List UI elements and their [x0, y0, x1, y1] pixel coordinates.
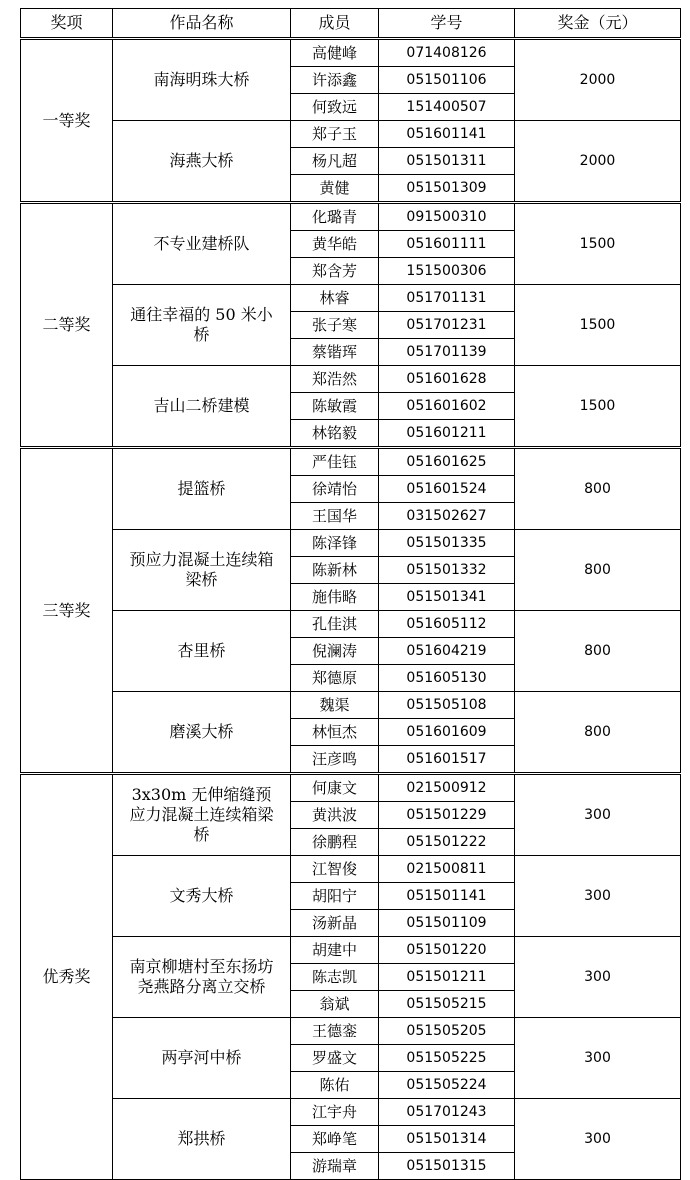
student-id-cell: 031502627: [379, 503, 515, 530]
prize-amount-cell: 2000: [515, 121, 681, 203]
student-id-cell: 051605130: [379, 665, 515, 692]
project-title-cell: 通往幸福的 50 米小桥: [113, 285, 291, 366]
prize-amount-cell: 800: [515, 448, 681, 530]
student-id-cell: 051601111: [379, 231, 515, 258]
project-title-cell: 海燕大桥: [113, 121, 291, 203]
student-id-cell: 051501341: [379, 584, 515, 611]
student-id-cell: 051501229: [379, 802, 515, 829]
table-header: [21, 9, 681, 39]
student-id-cell: 051501220: [379, 937, 515, 964]
award-level-cell: 优秀奖: [21, 774, 113, 1180]
table-row: [21, 39, 681, 67]
member-name-cell: 王国华: [291, 503, 379, 530]
student-id-cell: 051501332: [379, 557, 515, 584]
member-name-cell: 许添鑫: [291, 67, 379, 94]
project-title-cell: 南京柳塘村至东扬坊尧燕路分离立交桥: [113, 937, 291, 1018]
table-row: [21, 692, 681, 719]
prize-amount-cell: 300: [515, 1099, 681, 1180]
member-name-cell: 何致远: [291, 94, 379, 121]
member-name-cell: 郑含芳: [291, 258, 379, 285]
table-row: [21, 1018, 681, 1045]
student-id-cell: 051601517: [379, 746, 515, 774]
header-row: [21, 9, 681, 39]
member-name-cell: 黄华皓: [291, 231, 379, 258]
prize-amount-cell: 800: [515, 611, 681, 692]
prize-amount-cell: 300: [515, 856, 681, 937]
member-name-cell: 杨凡超: [291, 148, 379, 175]
table-row: [21, 366, 681, 393]
award-level-cell: 二等奖: [21, 203, 113, 448]
student-id-cell: 051701231: [379, 312, 515, 339]
student-id-cell: 051505108: [379, 692, 515, 719]
member-name-cell: 张子寒: [291, 312, 379, 339]
member-name-cell: 林睿: [291, 285, 379, 312]
member-name-cell: 倪澜涛: [291, 638, 379, 665]
award-table: [20, 8, 681, 1180]
member-name-cell: 陈佑: [291, 1072, 379, 1099]
project-title-cell: 不专业建桥队: [113, 203, 291, 285]
member-name-cell: 汪彦鸣: [291, 746, 379, 774]
student-id-cell: 051601628: [379, 366, 515, 393]
prize-amount-cell: 300: [515, 937, 681, 1018]
project-title-cell: 吉山二桥建模: [113, 366, 291, 448]
student-id-cell: 051601609: [379, 719, 515, 746]
header-prize-amount: 奖金（元）: [515, 9, 681, 39]
header-member: 成员: [291, 9, 379, 39]
student-id-cell: 051601602: [379, 393, 515, 420]
student-id-cell: 021500811: [379, 856, 515, 883]
student-id-cell: 051701131: [379, 285, 515, 312]
member-name-cell: 游瑞章: [291, 1153, 379, 1180]
student-id-cell: 151500306: [379, 258, 515, 285]
member-name-cell: 郑浩然: [291, 366, 379, 393]
prize-amount-cell: 300: [515, 774, 681, 856]
student-id-cell: 051501311: [379, 148, 515, 175]
project-title-cell: 南海明珠大桥: [113, 39, 291, 121]
table-row: [21, 448, 681, 476]
prize-amount-cell: 800: [515, 692, 681, 774]
student-id-cell: 051501211: [379, 964, 515, 991]
table-row: [21, 774, 681, 802]
student-id-cell: 051501222: [379, 829, 515, 856]
student-id-cell: 091500310: [379, 203, 515, 231]
student-id-cell: 051501314: [379, 1126, 515, 1153]
member-name-cell: 郑峥笔: [291, 1126, 379, 1153]
member-name-cell: 郑子玉: [291, 121, 379, 148]
project-title-cell: 郑拱桥: [113, 1099, 291, 1180]
member-name-cell: 王德銮: [291, 1018, 379, 1045]
member-name-cell: 黄健: [291, 175, 379, 203]
project-title-cell: 磨溪大桥: [113, 692, 291, 774]
member-name-cell: 蔡锴珲: [291, 339, 379, 366]
member-name-cell: 徐靖怡: [291, 476, 379, 503]
student-id-cell: 051501309: [379, 175, 515, 203]
member-name-cell: 陈志凯: [291, 964, 379, 991]
table-row: [21, 285, 681, 312]
project-title-cell: 提篮桥: [113, 448, 291, 530]
member-name-cell: 林恒杰: [291, 719, 379, 746]
member-name-cell: 陈敏霞: [291, 393, 379, 420]
student-id-cell: 051501315: [379, 1153, 515, 1180]
student-id-cell: 051605112: [379, 611, 515, 638]
project-title-cell: 3x30m 无伸缩缝预应力混凝土连续箱梁桥: [113, 774, 291, 856]
student-id-cell: 051601625: [379, 448, 515, 476]
table-row: [21, 530, 681, 557]
prize-amount-cell: 1500: [515, 366, 681, 448]
table-row: [21, 611, 681, 638]
member-name-cell: 郑德原: [291, 665, 379, 692]
table-row: [21, 856, 681, 883]
member-name-cell: 化璐青: [291, 203, 379, 231]
award-level-group: [21, 39, 681, 203]
table-row: [21, 937, 681, 964]
student-id-cell: 051601211: [379, 420, 515, 448]
student-id-cell: 051505215: [379, 991, 515, 1018]
member-name-cell: 徐鹏程: [291, 829, 379, 856]
table-row: [21, 121, 681, 148]
project-title-cell: 预应力混凝土连续箱梁桥: [113, 530, 291, 611]
header-award-level: 奖项: [21, 9, 113, 39]
member-name-cell: 罗盛文: [291, 1045, 379, 1072]
member-name-cell: 汤新晶: [291, 910, 379, 937]
student-id-cell: 051701243: [379, 1099, 515, 1126]
member-name-cell: 胡建中: [291, 937, 379, 964]
member-name-cell: 施伟略: [291, 584, 379, 611]
member-name-cell: 陈泽锋: [291, 530, 379, 557]
member-name-cell: 翁斌: [291, 991, 379, 1018]
student-id-cell: 051701139: [379, 339, 515, 366]
prize-amount-cell: 1500: [515, 285, 681, 366]
member-name-cell: 严佳钰: [291, 448, 379, 476]
student-id-cell: 051601141: [379, 121, 515, 148]
student-id-cell: 051501109: [379, 910, 515, 937]
member-name-cell: 何康文: [291, 774, 379, 802]
student-id-cell: 151400507: [379, 94, 515, 121]
award-level-group: [21, 448, 681, 774]
student-id-cell: 051501335: [379, 530, 515, 557]
student-id-cell: 051505224: [379, 1072, 515, 1099]
header-project-title: 作品名称: [113, 9, 291, 39]
member-name-cell: 魏渠: [291, 692, 379, 719]
prize-amount-cell: 300: [515, 1018, 681, 1099]
project-title-cell: 杏里桥: [113, 611, 291, 692]
table-row: [21, 1099, 681, 1126]
member-name-cell: 江智俊: [291, 856, 379, 883]
award-level-cell: 三等奖: [21, 448, 113, 774]
member-name-cell: 胡阳宁: [291, 883, 379, 910]
member-name-cell: 江宇舟: [291, 1099, 379, 1126]
project-title-cell: 两亭河中桥: [113, 1018, 291, 1099]
student-id-cell: 051501141: [379, 883, 515, 910]
student-id-cell: 021500912: [379, 774, 515, 802]
member-name-cell: 林铭毅: [291, 420, 379, 448]
member-name-cell: 高健峰: [291, 39, 379, 67]
award-level-cell: 一等奖: [21, 39, 113, 203]
member-name-cell: 孔佳淇: [291, 611, 379, 638]
student-id-cell: 051505225: [379, 1045, 515, 1072]
award-level-group: [21, 774, 681, 1180]
student-id-cell: 051505205: [379, 1018, 515, 1045]
member-name-cell: 黄洪波: [291, 802, 379, 829]
prize-amount-cell: 800: [515, 530, 681, 611]
member-name-cell: 陈新林: [291, 557, 379, 584]
prize-amount-cell: 1500: [515, 203, 681, 285]
student-id-cell: 071408126: [379, 39, 515, 67]
student-id-cell: 051604219: [379, 638, 515, 665]
header-student-id: 学号: [379, 9, 515, 39]
project-title-cell: 文秀大桥: [113, 856, 291, 937]
student-id-cell: 051601524: [379, 476, 515, 503]
award-level-group: [21, 203, 681, 448]
prize-amount-cell: 2000: [515, 39, 681, 121]
table-row: [21, 203, 681, 231]
student-id-cell: 051501106: [379, 67, 515, 94]
